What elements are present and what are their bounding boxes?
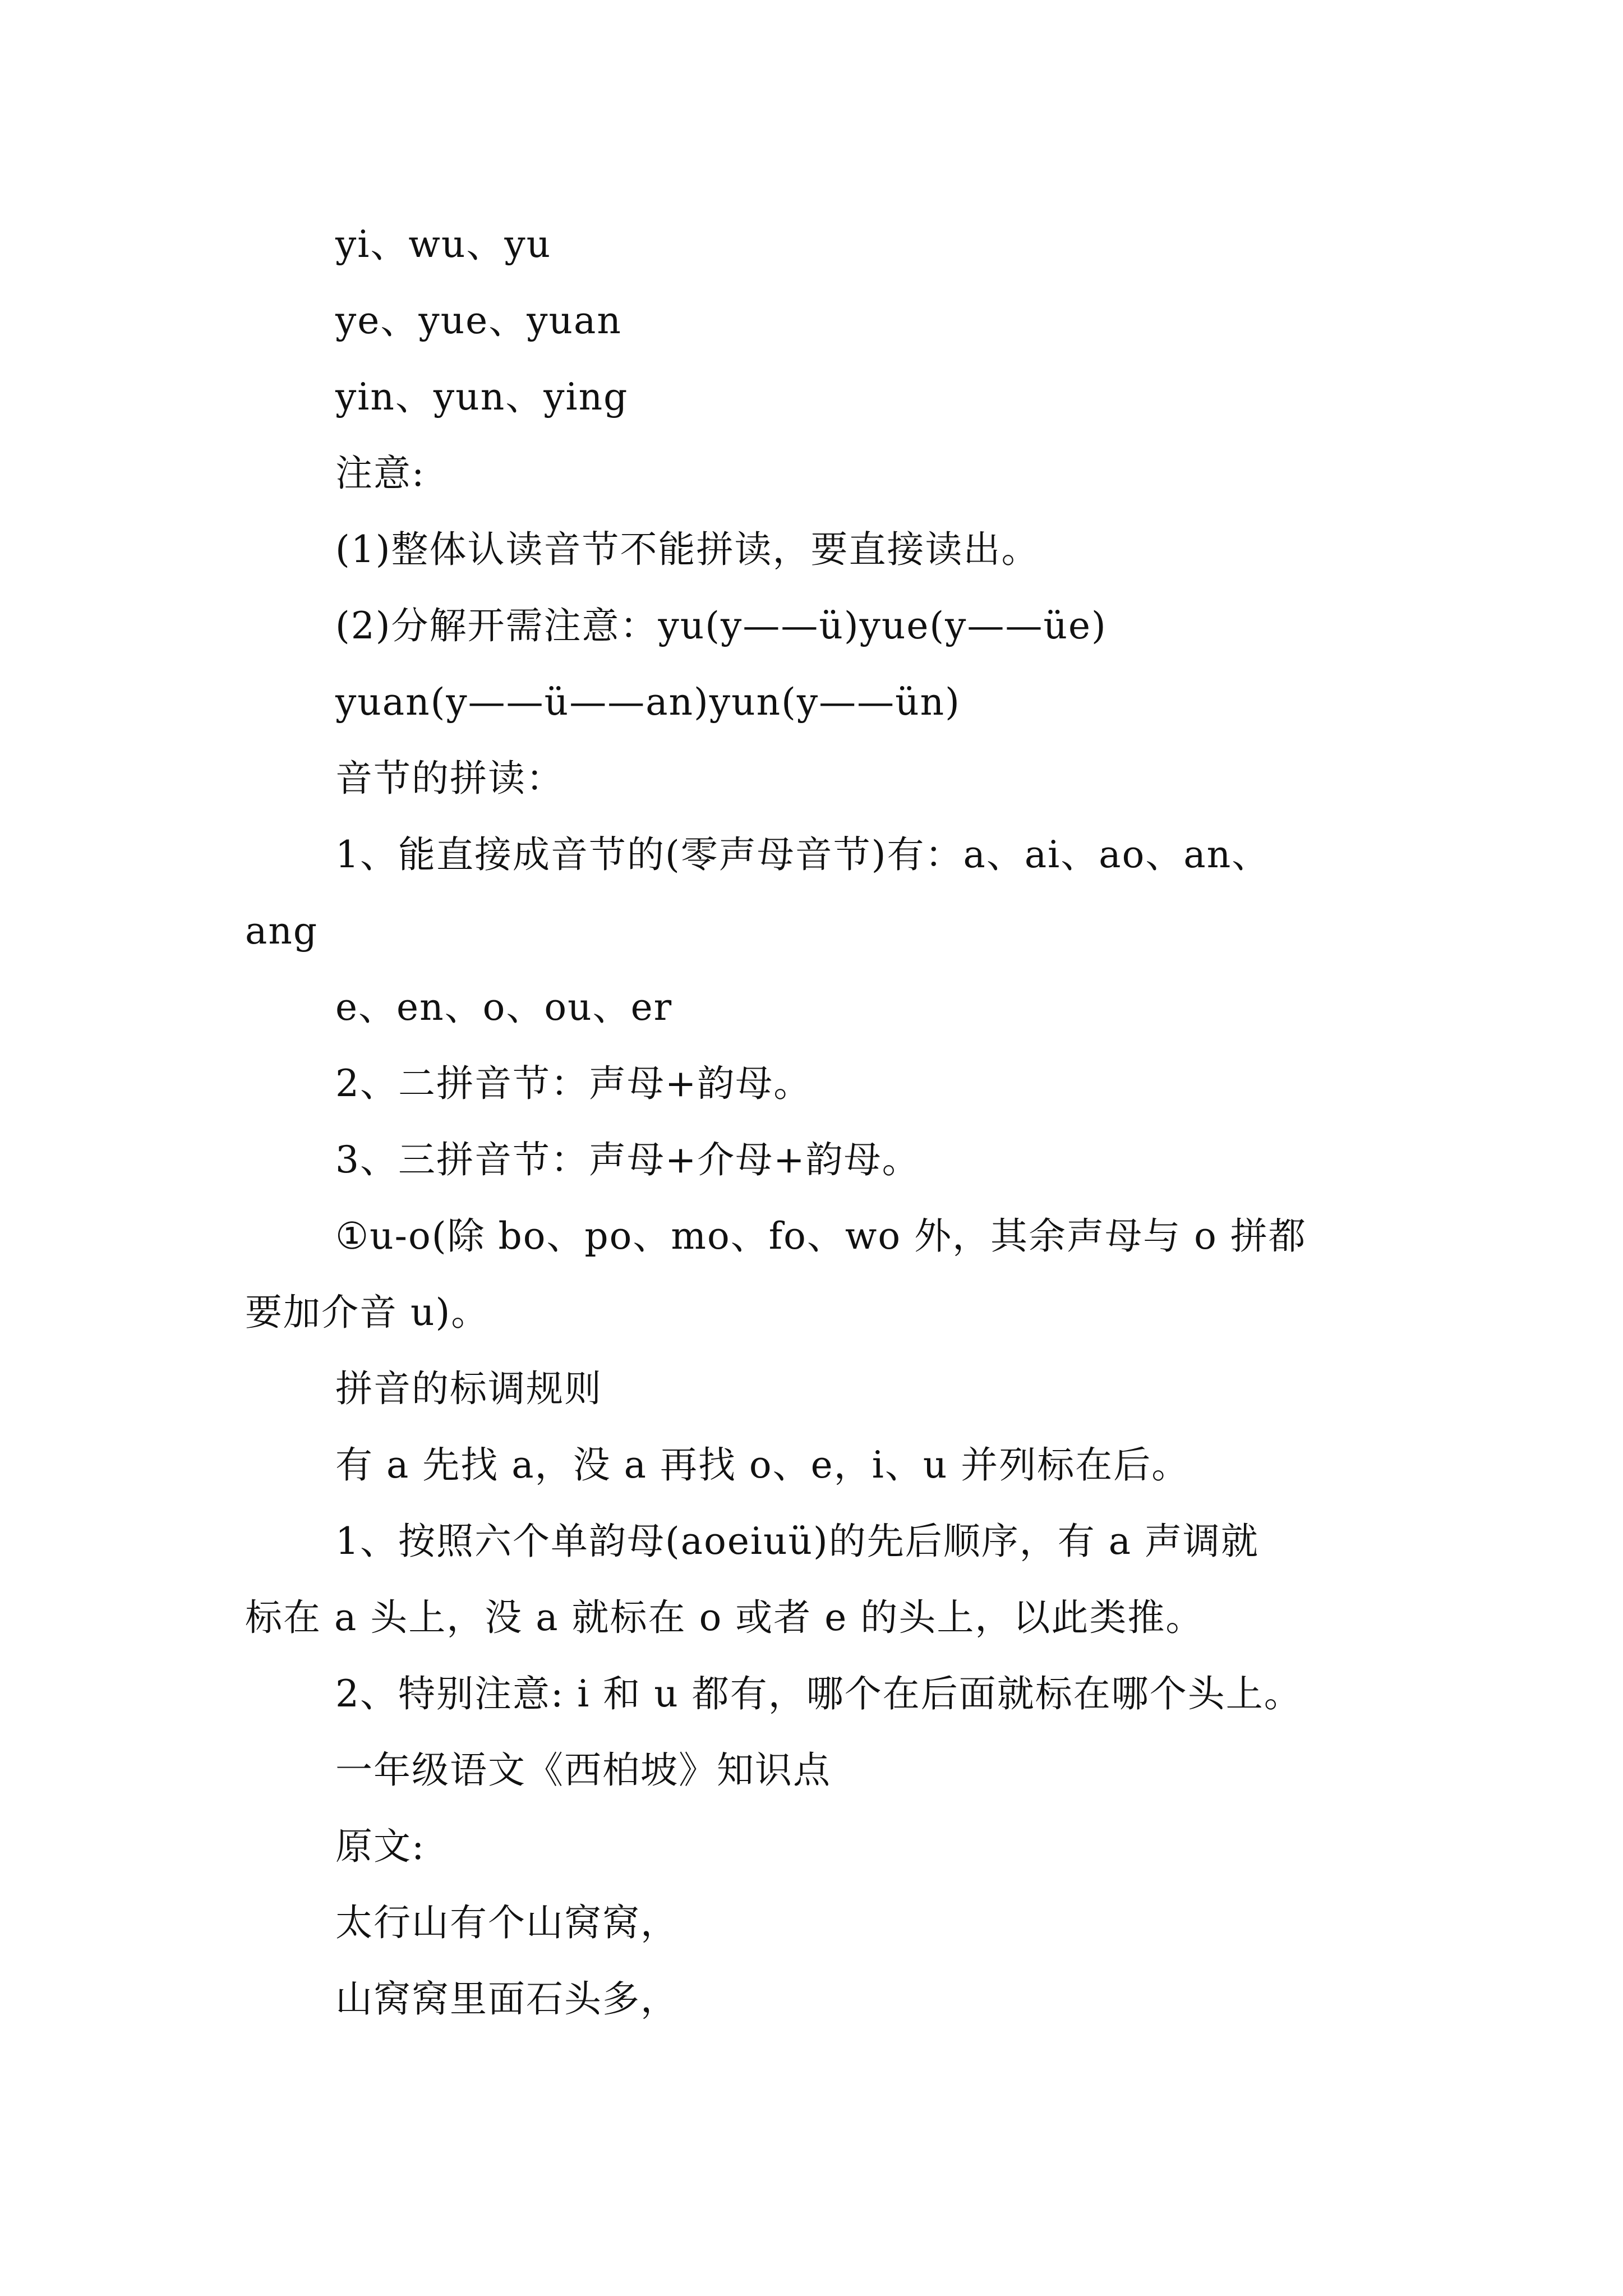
poem-line: 太行山有个山窝窝， [335,1901,679,1944]
text-line: 1、按照六个单韵母(aoeiuü)的先后顺序，有 a 声调就 [335,1520,1260,1563]
text-line: yin、yun、ying [335,375,629,418]
text-line: 有 a 先找 a，没 a 再找 o、e，i、u 并列标在后。 [335,1443,1190,1487]
text-line: 注意: [335,452,426,495]
text-line: (1)整体认读音节不能拼读，要直接读出。 [335,528,1040,571]
text-line: 标在 a 头上，没 a 就标在 o 或者 e 的头上，以此类推。 [245,1596,1204,1639]
text-line: e、en、o、ou、er [335,986,673,1029]
text-line: 2、特别注意: i 和 u 都有，哪个在后面就标在哪个头上。 [335,1672,1302,1715]
section-heading: 拼音的标调规则 [335,1367,602,1410]
poem-line: 山窝窝里面石头多， [335,1977,679,2021]
text-line: 3、三拼音节：声母+介母+韵母。 [335,1138,920,1181]
text-line: 原文: [335,1825,426,1868]
text-line: (2)分解开需注意：yu(y——ü)yue(y——üe) [335,604,1107,647]
text-line: yuan(y——ü——an)yun(y——ün) [335,680,961,724]
text-line: 2、二拼音节：声母+韵母。 [335,1062,812,1105]
text-line: 要加介音 u)。 [245,1291,490,1334]
section-heading: 一年级语文《西柏坡》知识点 [335,1749,831,1792]
text-line: 音节的拼读： [335,757,564,800]
text-line: ye、yue、yuan [335,299,622,342]
text-line: ang [245,909,319,953]
text-line: 1、能直接成音节的(零声母音节)有：a、ai、ao、an、 [335,833,1270,876]
text-line: yi、wu、yu [335,223,552,266]
text-line: ①u-o(除 bo、po、mo、fo、wo 外，其余声母与 o 拼都 [335,1214,1307,1258]
